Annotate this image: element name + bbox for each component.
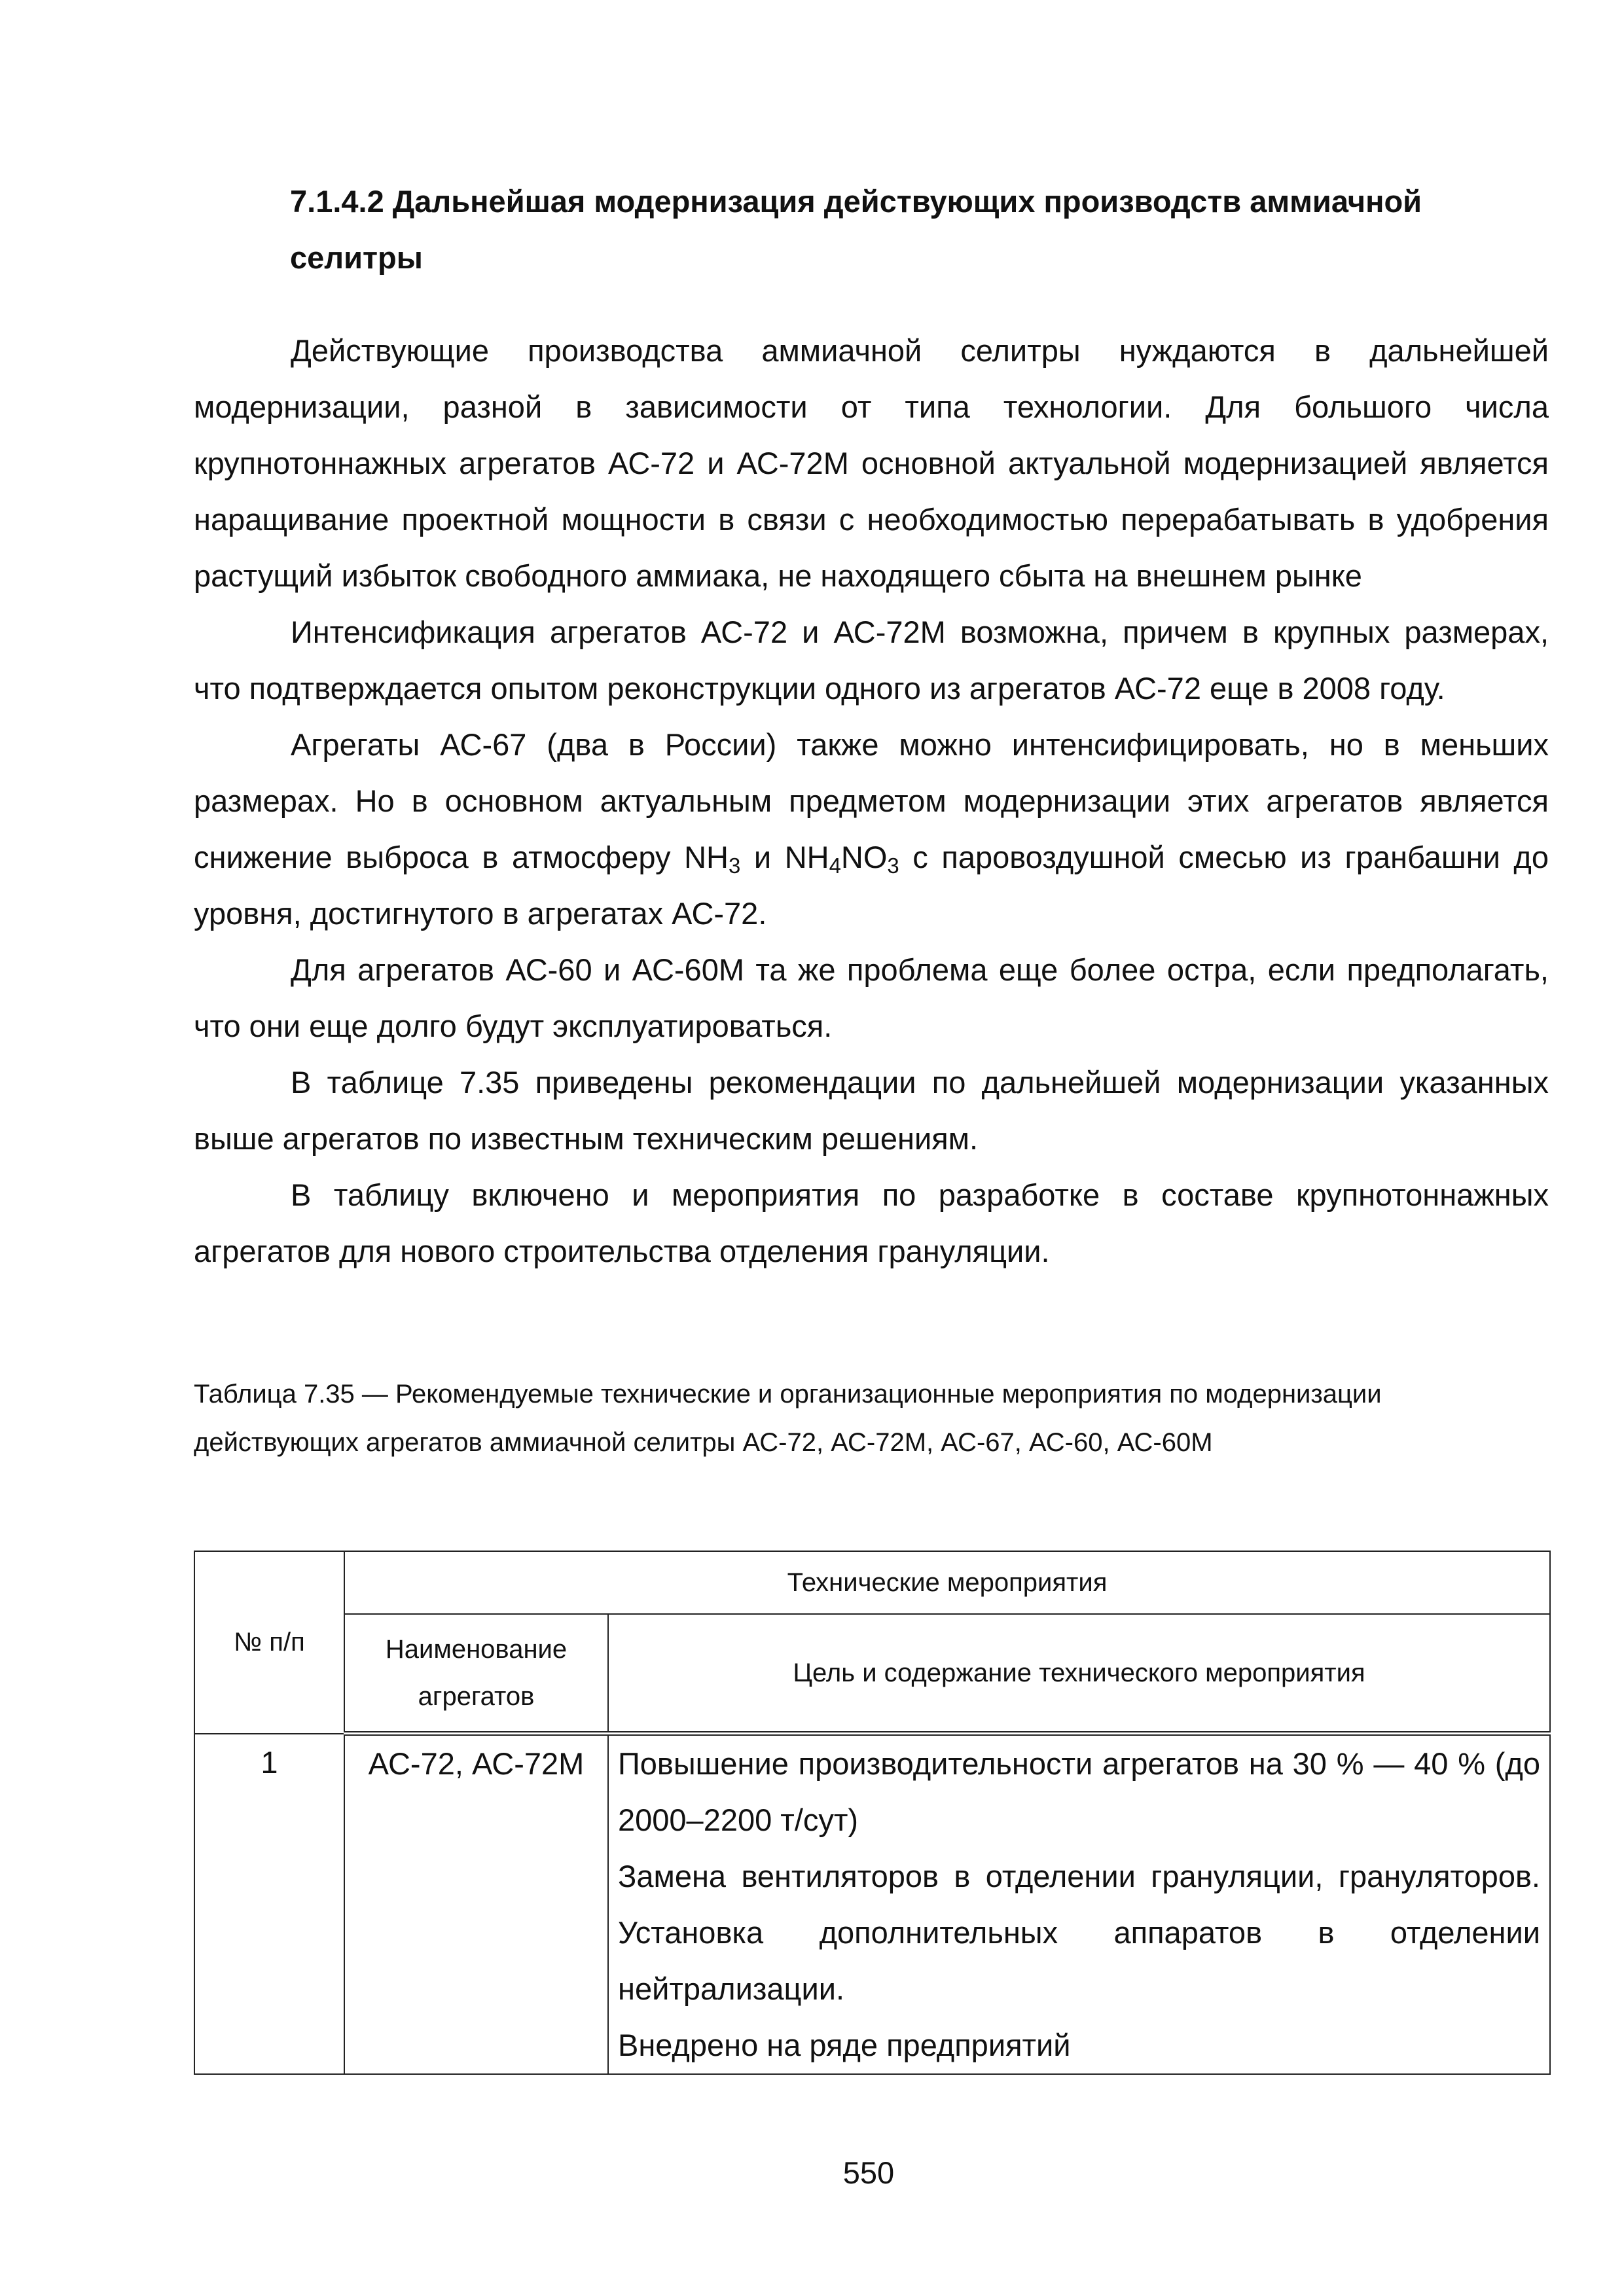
table-caption: Таблица 7.35 — Рекомендуемые технические и организационные мероприятия по модернизации действующих агрегатов аммиачной селитры АС-72, АС-72М, АС-67, АС-60, АС-60М bbox=[194, 1380, 1382, 1457]
paragraph-text: и NH bbox=[740, 840, 829, 874]
page-number: 550 bbox=[842, 2155, 895, 2190]
table-row bbox=[194, 1734, 1550, 2075]
subscript: 3 bbox=[728, 853, 741, 878]
subscript: 3 bbox=[887, 853, 899, 878]
table-subheader-row bbox=[194, 1614, 1550, 1734]
measures-table bbox=[194, 1551, 1551, 2075]
row-units: АС-72, АС-72М bbox=[344, 1734, 608, 2075]
paragraph: Действующие производства аммиачной селитры нуждаются в дальнейшей модернизации, разной в зависимости от типа технологии. Для большого числа крупнотоннажных агрегатов АС-72 и АС-72М основной актуальной модернизацией является наращивание проектной мощности в связи с необходимостью перерабатывать в удобрения растущий избыток свободного аммиака, не находящего сбыта на внешнем рынке bbox=[194, 333, 1549, 593]
header-goal: Цель и содержание технического мероприятия bbox=[608, 1614, 1550, 1734]
row-content bbox=[608, 1734, 1550, 2075]
header-number: № п/п bbox=[194, 1551, 344, 1734]
paragraph-text: с паровоздушной смесью из гранбашни до уровня, достигнутого в агрегатах АС-72. bbox=[194, 840, 1549, 931]
subscript: 4 bbox=[829, 853, 841, 878]
section-heading: 7.1.4.2 Дальнейшая модернизация действующих производств аммиачной селитры bbox=[290, 184, 1422, 275]
header-unit-name: Наименование агрегатов bbox=[344, 1614, 608, 1734]
paragraph: Интенсификация агрегатов АС-72 и АС-72М возможна, причем в крупных размерах, что подтверждается опытом реконструкции одного из агрегатов АС-72 еще в 2008 году. bbox=[194, 615, 1549, 706]
paragraph bbox=[194, 717, 1549, 942]
paragraph: В таблице 7.35 приведены рекомендации по дальнейшей модернизации указанных выше агрегатов по известным техническим решениям. bbox=[194, 1065, 1549, 1156]
paragraph-text: Агрегаты АС-67 (два в России) также можно интенсифицировать, но в меньших размерах. Но в основном актуальным предметом модернизации этих агрегатов является снижение выброса в атмосферу NH bbox=[194, 727, 1549, 874]
paragraph-text: NO bbox=[840, 840, 888, 874]
body-text bbox=[194, 323, 1549, 1280]
row-number: 1 bbox=[194, 1734, 344, 2075]
table-header-row bbox=[194, 1551, 1550, 1614]
paragraph: В таблицу включено и мероприятия по разработке в составе крупнотоннажных агрегатов для нового строительства отделения грануляции. bbox=[194, 1177, 1549, 1268]
header-technical-measures: Технические мероприятия bbox=[344, 1551, 1550, 1614]
row-line: Повышение производительности агрегатов на 30 % — 40 % (до 2000–2200 т/сут) bbox=[618, 1746, 1540, 1837]
paragraph: Для агрегатов АС-60 и АС-60М та же проблема еще более остра, если предполагать, что они еще долго будут эксплуатироваться. bbox=[194, 952, 1549, 1043]
row-line: Внедрено на ряде предприятий bbox=[618, 2028, 1071, 2062]
row-line: Замена вентиляторов в отделении грануляции, грануляторов. Установка дополнительных аппаратов в отделении нейтрализации. bbox=[618, 1859, 1540, 2006]
